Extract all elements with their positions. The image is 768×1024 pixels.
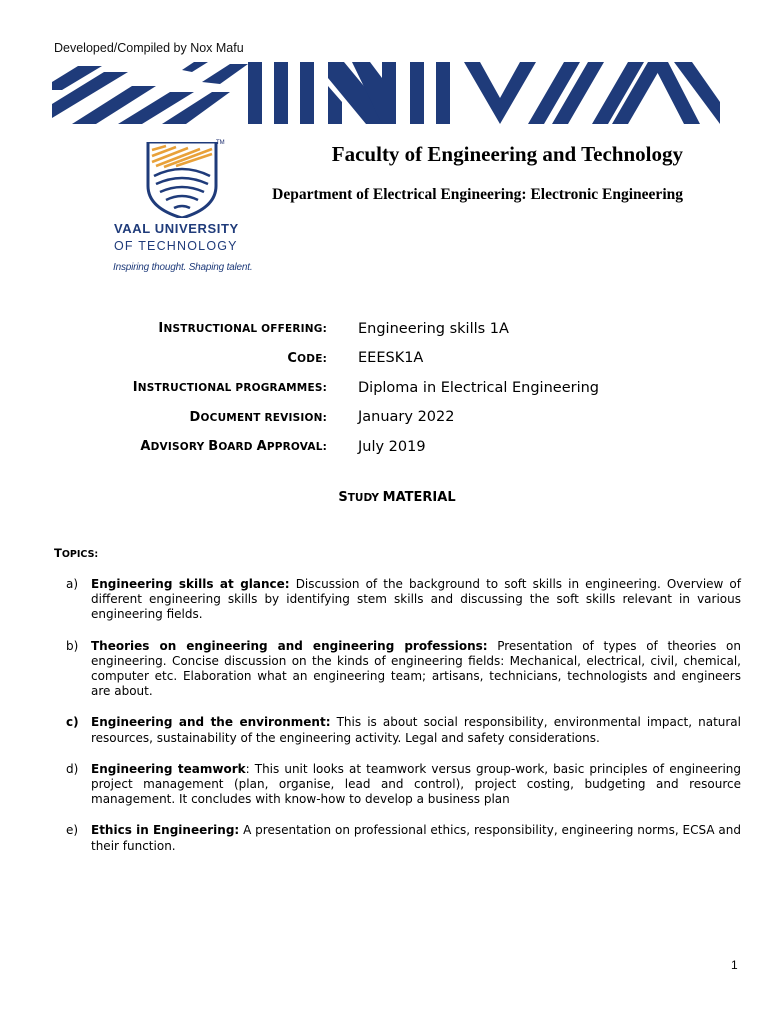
list-item-letter: a)	[66, 577, 79, 591]
decorative-pattern-banner	[52, 62, 720, 124]
university-emblem-icon	[146, 142, 218, 218]
info-row	[90, 403, 730, 433]
list-item-body: Ethics in Engineering: A presentation on professional ethics, responsibility, engineering norms, ECSA and their function.	[91, 823, 741, 853]
list-item	[66, 639, 741, 700]
list-item-letter: d)	[66, 761, 79, 776]
list-item-body: Theories on engineering and engineering professions: Presentation of types of theories on engineering. Concise discussion on the kinds of engineering fields: Mechanical, electrical, civil, chemical, computer etc. Elaboration what an engineering team; artisans, technicians, technologists and engineers are about.	[91, 638, 741, 699]
list-item	[66, 823, 741, 853]
university-name-line2: OF TECHNOLOGY	[114, 239, 238, 253]
info-row	[90, 314, 730, 344]
info-row	[90, 373, 730, 403]
info-label: INSTRUCTIONAL PROGRAMMES:	[132, 380, 327, 396]
info-label: ADVISORY BOARD APPROVAL:	[140, 439, 327, 455]
list-item-body: Engineering and the environment: This is about social responsibility, environmental impact, natural resources, sustainability of the engineering activity. Legal and safety considerations.	[91, 715, 741, 745]
list-item-body: Engineering skills at glance: Discussion of the background to soft skills in engineering. Overview of different engineering skills by identifying stem skills and discussing the soft skills relevant in various engineering fields.	[91, 577, 741, 622]
topics-heading: TOPICS:	[54, 546, 99, 560]
list-item-letter: b)	[66, 638, 79, 653]
info-label: DOCUMENT REVISION:	[189, 409, 327, 425]
info-value: Diploma in Electrical Engineering	[358, 379, 599, 396]
university-logo	[108, 140, 278, 280]
info-value: Engineering skills 1A	[358, 320, 509, 337]
department-title: Department of Electrical Engineering: Electronic Engineering	[272, 186, 683, 203]
course-info-table	[90, 314, 730, 462]
list-item	[66, 715, 741, 745]
info-value: EEESK1A	[358, 350, 424, 367]
university-name-line1: VAAL UNIVERSITY	[114, 221, 239, 236]
study-material-heading: STUDY MATERIAL	[338, 490, 456, 505]
info-row	[90, 344, 730, 374]
topics-list	[66, 577, 741, 870]
info-label: CODE:	[287, 350, 327, 366]
info-value: July 2019	[358, 438, 426, 455]
list-item-letter: c)	[66, 715, 79, 730]
trademark-mark: TM	[216, 140, 225, 146]
list-item	[66, 762, 741, 808]
list-item-letter: e)	[66, 823, 79, 838]
list-item-body: Engineering teamwork: This unit looks at teamwork versus group-work, basic principles of engineering project management (plan, organise, lead and control), project costing, budgeting and resource management. It concludes with know-how to develop a business plan	[91, 761, 741, 807]
list-item	[66, 577, 741, 623]
compiled-by-header: Developed/Compiled by Nox Mafu	[54, 41, 244, 55]
faculty-title: Faculty of Engineering and Technology	[331, 142, 683, 166]
page-number: 1	[731, 958, 738, 972]
info-label: INSTRUCTIONAL OFFERING:	[158, 321, 327, 337]
info-value: January 2022	[358, 409, 455, 426]
info-row	[90, 432, 730, 462]
university-slogan: Inspiring thought. Shaping talent.	[113, 262, 253, 273]
